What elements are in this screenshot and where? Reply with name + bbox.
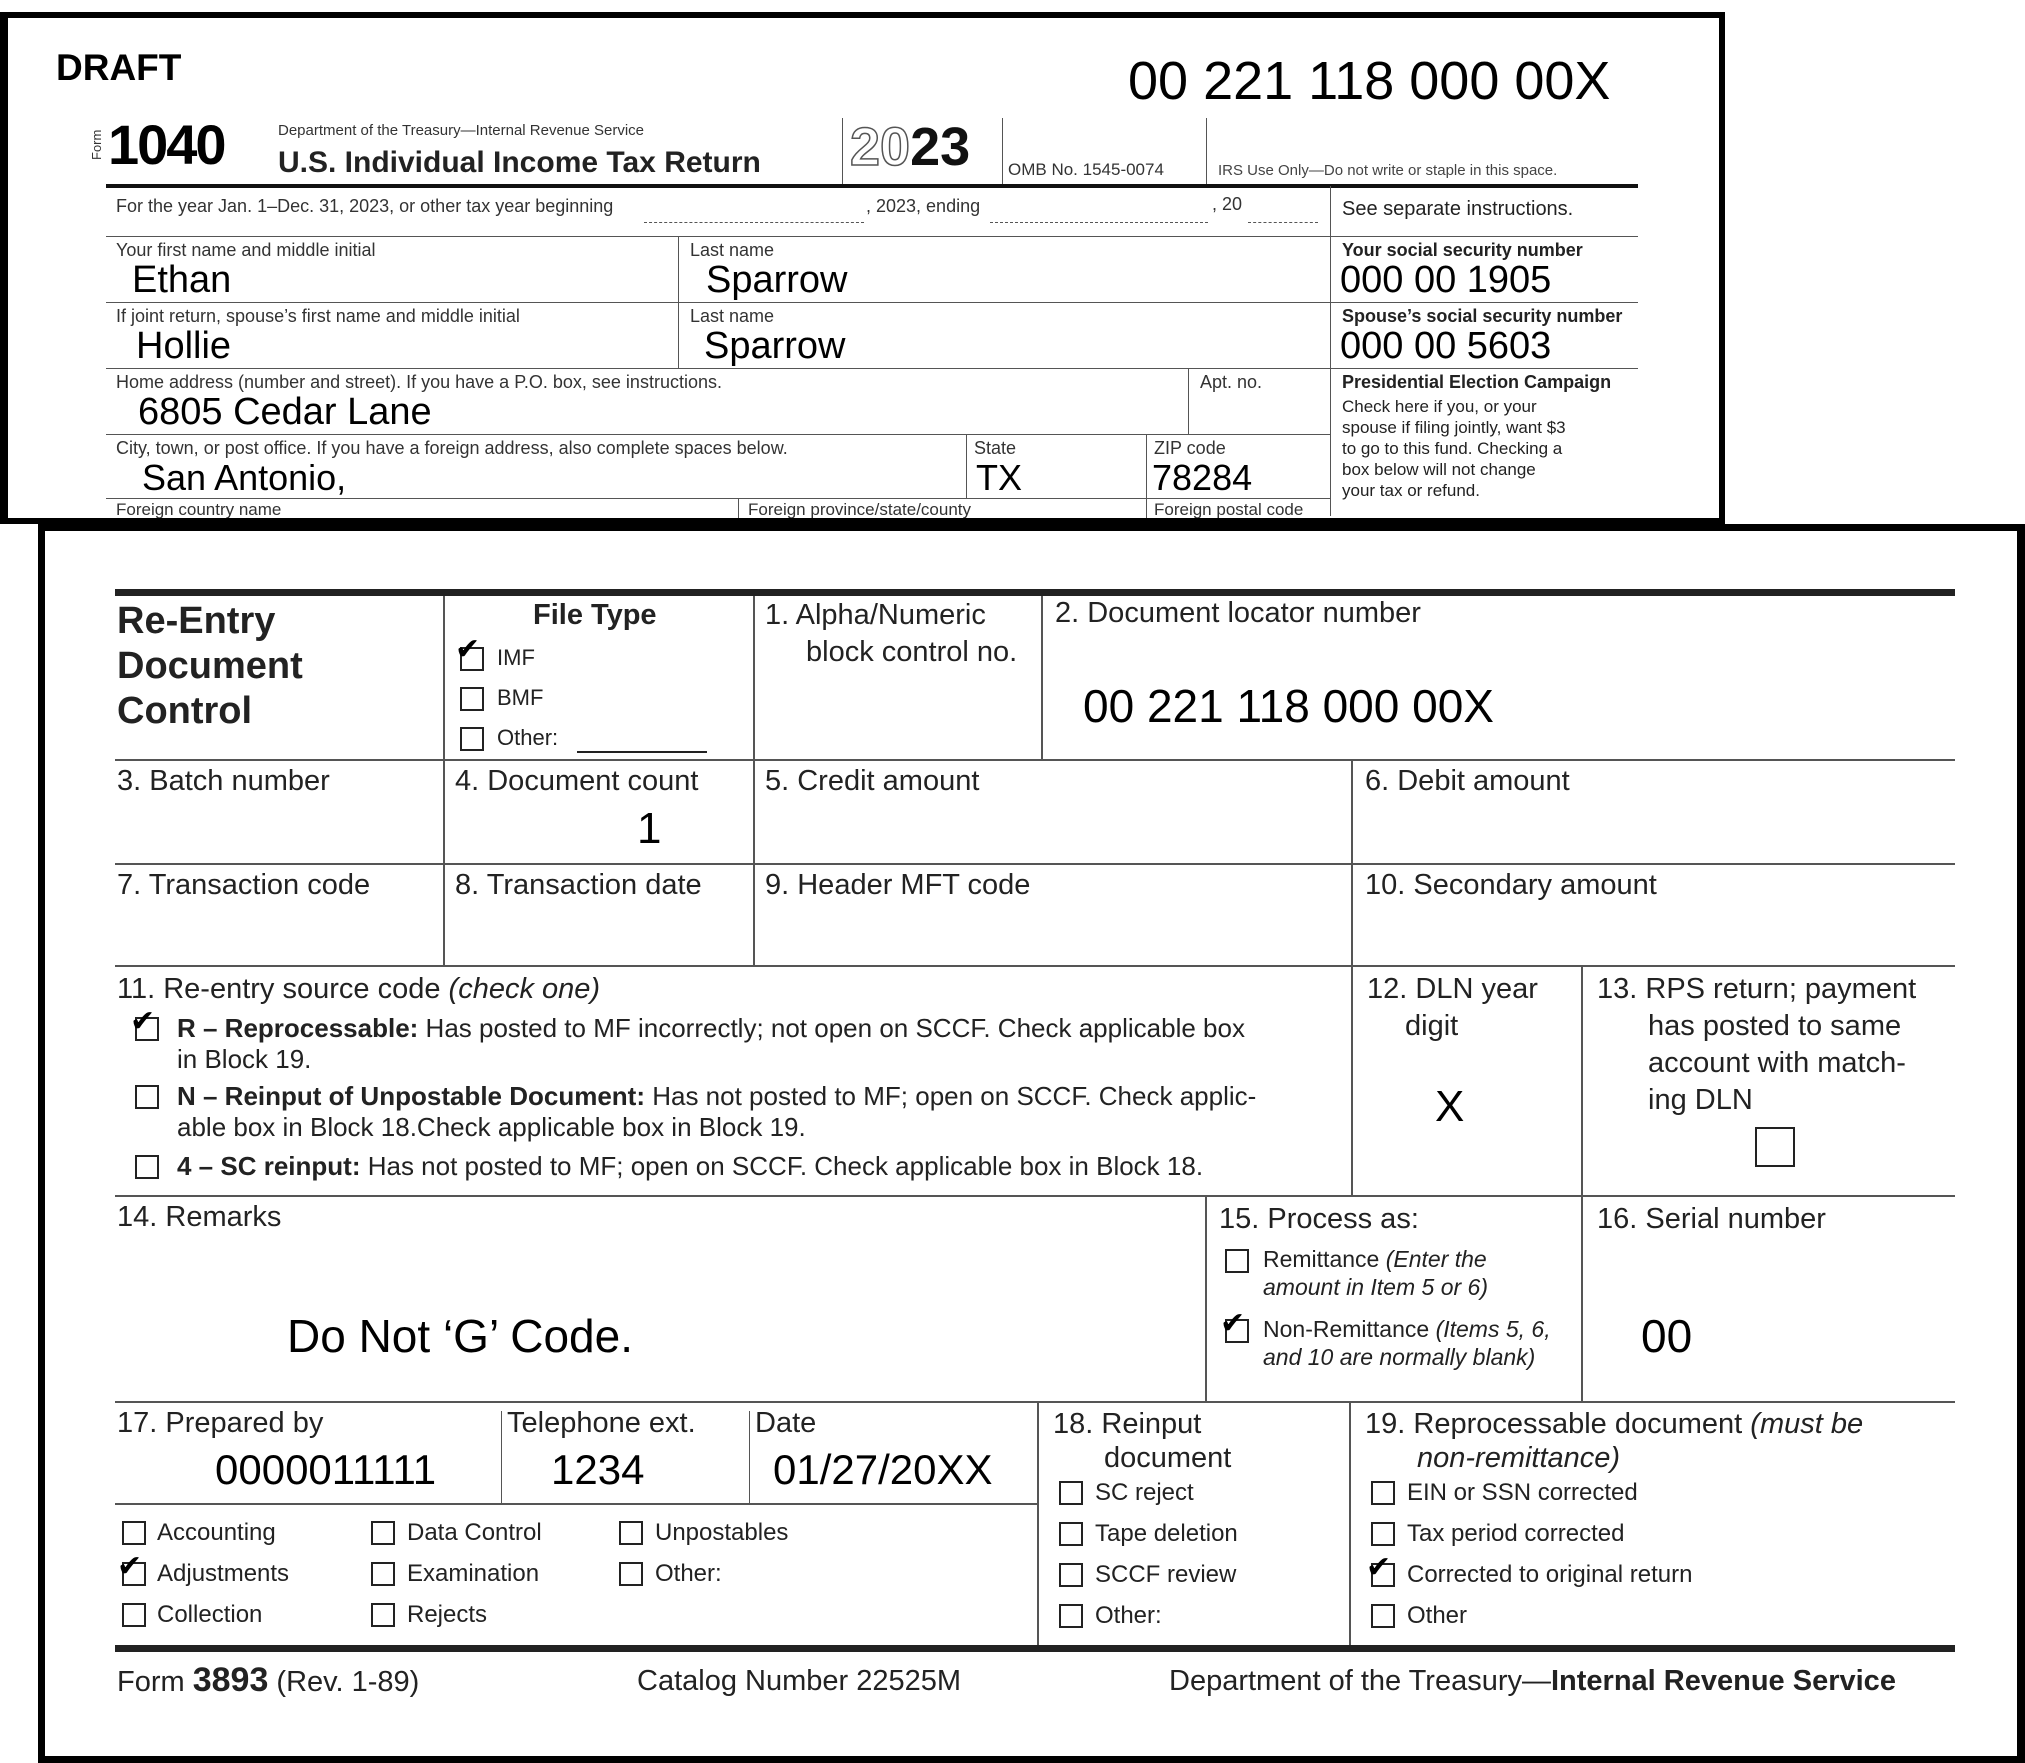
- box12-label: 12. DLN year digit: [1367, 973, 1538, 1042]
- source-n-checkbox[interactable]: [135, 1085, 159, 1109]
- box6-label: 6. Debit amount: [1365, 765, 1570, 797]
- tax-year-20-field[interactable]: [1248, 222, 1318, 223]
- reinput-sccf-review-checkbox[interactable]: [1059, 1563, 1083, 1587]
- reprocess-ein-ssn-label: EIN or SSN corrected: [1407, 1479, 1638, 1506]
- catalog-number: Catalog Number 22525M: [637, 1665, 962, 1697]
- box4-label: 4. Document count: [455, 765, 699, 797]
- form-3893-sheet: [38, 524, 2025, 1763]
- box5-label: 5. Credit amount: [765, 765, 980, 797]
- spouse-first-field[interactable]: Hollie: [136, 325, 232, 367]
- remittance-label: Remittance (Enter the amount in Item 5 or 6): [1263, 1246, 1488, 1300]
- reprocess-ein-ssn-checkbox[interactable]: [1371, 1481, 1395, 1505]
- check-icon: ✔: [117, 1549, 143, 1584]
- dln-year-digit-field[interactable]: X: [1435, 1082, 1465, 1131]
- box19-label: 19. Reprocessable document (must be non-remittance): [1365, 1408, 1864, 1474]
- tax-year-line: For the year Jan. 1–Dec. 31, 2023, or other tax year beginning: [116, 196, 614, 216]
- dln-field[interactable]: 00 221 118 000 00X: [1083, 680, 1494, 732]
- footer-department: Department of the Treasury—Internal Revenue Service: [1169, 1665, 1896, 1697]
- source-4-checkbox[interactable]: [135, 1155, 159, 1179]
- dept-accounting-checkbox[interactable]: [122, 1521, 146, 1545]
- box3-label: 3. Batch number: [117, 765, 330, 797]
- check-icon: ✔: [455, 632, 481, 667]
- reprocess-other-checkbox[interactable]: [1371, 1604, 1395, 1628]
- rps-return-checkbox[interactable]: [1755, 1127, 1795, 1167]
- reinput-sccf-review-label: SCCF review: [1095, 1561, 1237, 1588]
- prepared-by-field[interactable]: 0000011111: [215, 1446, 437, 1493]
- dept-unpostables-checkbox[interactable]: [619, 1521, 643, 1545]
- date-label: Date: [755, 1407, 817, 1439]
- reinput-sc-reject-label: SC reject: [1095, 1479, 1194, 1506]
- form-title: U.S. Individual Income Tax Return: [278, 146, 761, 179]
- box9-label: 9. Header MFT code: [765, 869, 1031, 901]
- zip-field[interactable]: 78284: [1152, 457, 1253, 498]
- year-bold: 23: [910, 117, 971, 177]
- tax-year-end: , 20: [1212, 194, 1243, 214]
- box7-label: 7. Transaction code: [117, 869, 371, 901]
- file-type-other-input[interactable]: [577, 751, 707, 753]
- date-field[interactable]: 01/27/20XX: [773, 1446, 993, 1493]
- tax-year-begin-field[interactable]: [644, 222, 864, 223]
- tax-year-end-field[interactable]: [990, 222, 1208, 223]
- dept-data-control-checkbox[interactable]: [371, 1521, 395, 1545]
- reprocess-tax-period-checkbox[interactable]: [1371, 1522, 1395, 1546]
- phone-ext-field[interactable]: 1234: [551, 1446, 645, 1493]
- form-number: 1040: [108, 113, 225, 176]
- form-footer-id: Form 3893 (Rev. 1-89): [117, 1661, 420, 1699]
- dln-header: 00 221 118 000 00X: [1128, 51, 1611, 111]
- reinput-sc-reject-checkbox[interactable]: [1059, 1481, 1083, 1505]
- reinput-tape-deletion-checkbox[interactable]: [1059, 1522, 1083, 1546]
- foreign-country-label: Foreign country name: [116, 500, 282, 519]
- pec-title: Presidential Election Campaign: [1342, 372, 1612, 392]
- form-1040-sheet: [0, 12, 1725, 524]
- spouse-ssn-field[interactable]: 000 00 5603: [1340, 325, 1552, 367]
- source-n-text: N – Reinput of Unpostable Document: Has not posted to MF; open on SCCF. Check applic- able box in Block 18.Check applicable box in Block 19.: [177, 1081, 1257, 1142]
- box17-label: 17. Prepared by: [117, 1407, 324, 1439]
- box13-label: 13. RPS return; payment has posted to same account with match- ing DLN: [1597, 973, 1917, 1116]
- box18-label: 18. Reinput document: [1053, 1408, 1232, 1474]
- reprocess-tax-period-label: Tax period corrected: [1407, 1520, 1625, 1547]
- dept-accounting-label: Accounting: [157, 1519, 276, 1546]
- file-type-imf-label: IMF: [497, 645, 535, 670]
- first-name-label: Your first name and middle initial: [116, 240, 376, 260]
- form-word: Form: [89, 129, 104, 160]
- check-icon: ✔: [1220, 1306, 1246, 1341]
- file-type-other-label: Other:: [497, 725, 559, 750]
- dept-data-control-label: Data Control: [407, 1519, 542, 1546]
- dept-rejects-checkbox[interactable]: [371, 1603, 395, 1627]
- dept-examination-label: Examination: [407, 1560, 540, 1587]
- box15-label: 15. Process as:: [1219, 1203, 1419, 1235]
- ssn-field[interactable]: 000 00 1905: [1340, 259, 1552, 301]
- reprocess-other-label: Other: [1407, 1602, 1468, 1629]
- city-field[interactable]: San Antonio,: [142, 457, 347, 498]
- dept-collection-checkbox[interactable]: [122, 1603, 146, 1627]
- first-name-field[interactable]: Ethan: [132, 259, 232, 301]
- omb-number: OMB No. 1545-0074: [1008, 160, 1164, 179]
- tax-year-mid: , 2023, ending: [866, 196, 981, 216]
- dept-other-label: Other:: [655, 1560, 722, 1587]
- see-instructions: See separate instructions.: [1342, 198, 1574, 220]
- agency: Department of the Treasury—Internal Revenue Service: [278, 122, 645, 139]
- document-count-field[interactable]: 1: [637, 804, 662, 853]
- dept-unpostables-label: Unpostables: [655, 1519, 789, 1546]
- spouse-first-label: If joint return, spouse’s first name and middle initial: [116, 306, 520, 326]
- box14-label: 14. Remarks: [117, 1201, 282, 1233]
- file-type-bmf-checkbox[interactable]: [460, 687, 484, 711]
- remittance-checkbox[interactable]: [1225, 1249, 1249, 1273]
- apt-label: Apt. no.: [1200, 372, 1263, 392]
- source-r-text: R – Reprocessable: Has posted to MF incorrectly; not open on SCCF. Check applicable box in Block 19.: [177, 1013, 1245, 1074]
- reinput-other-label: Other:: [1095, 1602, 1162, 1629]
- zip-label: ZIP code: [1154, 438, 1226, 458]
- ssn-label: Your social security number: [1342, 240, 1583, 260]
- draft-label: DRAFT: [56, 47, 182, 88]
- year-outline: 20: [850, 117, 911, 177]
- address-label: Home address (number and street). If you have a P.O. box, see instructions.: [116, 372, 722, 392]
- box1-label: 1. Alpha/Numeric block control no.: [765, 599, 1018, 668]
- form-title: Re-Entry Document Control: [117, 600, 303, 732]
- last-name-field[interactable]: Sparrow: [706, 259, 848, 301]
- foreign-province-label: Foreign province/state/county: [748, 500, 972, 519]
- file-type-other-checkbox[interactable]: [460, 727, 484, 751]
- source-4-text: 4 – SC reinput: Has not posted to MF; open on SCCF. Check applicable box in Block 18.: [177, 1151, 1204, 1181]
- phone-label: Telephone ext.: [507, 1407, 696, 1439]
- state-field[interactable]: TX: [976, 457, 1023, 498]
- spouse-ssn-label: Spouse’s social security number: [1342, 306, 1623, 326]
- irs-use-only: IRS Use Only—Do not write or staple in this space.: [1218, 162, 1558, 179]
- file-type-heading: File Type: [533, 599, 657, 631]
- reinput-other-checkbox[interactable]: [1059, 1604, 1083, 1628]
- spouse-last-label: Last name: [690, 306, 775, 326]
- tax-year: [850, 118, 970, 177]
- box16-label: 16. Serial number: [1597, 1203, 1826, 1235]
- check-icon: ✔: [1366, 1550, 1392, 1585]
- spouse-last-field[interactable]: Sparrow: [704, 325, 846, 367]
- dept-other-checkbox[interactable]: [619, 1562, 643, 1586]
- box11-label: 11. Re-entry source code (check one): [117, 973, 601, 1005]
- reinput-tape-deletion-label: Tape deletion: [1095, 1520, 1238, 1547]
- dept-rejects-label: Rejects: [407, 1601, 488, 1628]
- file-type-bmf-label: BMF: [497, 685, 544, 710]
- reprocess-original-return-label: Corrected to original return: [1407, 1561, 1693, 1588]
- box10-label: 10. Secondary amount: [1365, 869, 1657, 901]
- foreign-postal-label: Foreign postal code: [1154, 500, 1304, 519]
- box8-label: 8. Transaction date: [455, 869, 702, 901]
- state-label: State: [974, 438, 1017, 458]
- remarks-field[interactable]: Do Not ‘G’ Code.: [287, 1310, 633, 1362]
- dept-collection-label: Collection: [157, 1601, 263, 1628]
- box2-label: 2. Document locator number: [1055, 597, 1421, 629]
- address-field[interactable]: 6805 Cedar Lane: [138, 391, 432, 433]
- city-label: City, town, or post office. If you have a foreign address, also complete spaces below.: [116, 438, 788, 458]
- check-icon: ✔: [130, 1004, 156, 1039]
- pec-text: Check here if you, or your spouse if filing jointly, want $3 to go to this fund. Checking a box below will not change your tax or refund.: [1342, 397, 1566, 500]
- dept-adjustments-label: Adjustments: [157, 1560, 290, 1587]
- dept-examination-checkbox[interactable]: [371, 1562, 395, 1586]
- non-remittance-label: Non-Remittance (Items 5, 6, and 10 are normally blank): [1263, 1316, 1551, 1370]
- serial-number-field[interactable]: 00: [1641, 1310, 1693, 1362]
- last-name-label: Last name: [690, 240, 775, 260]
